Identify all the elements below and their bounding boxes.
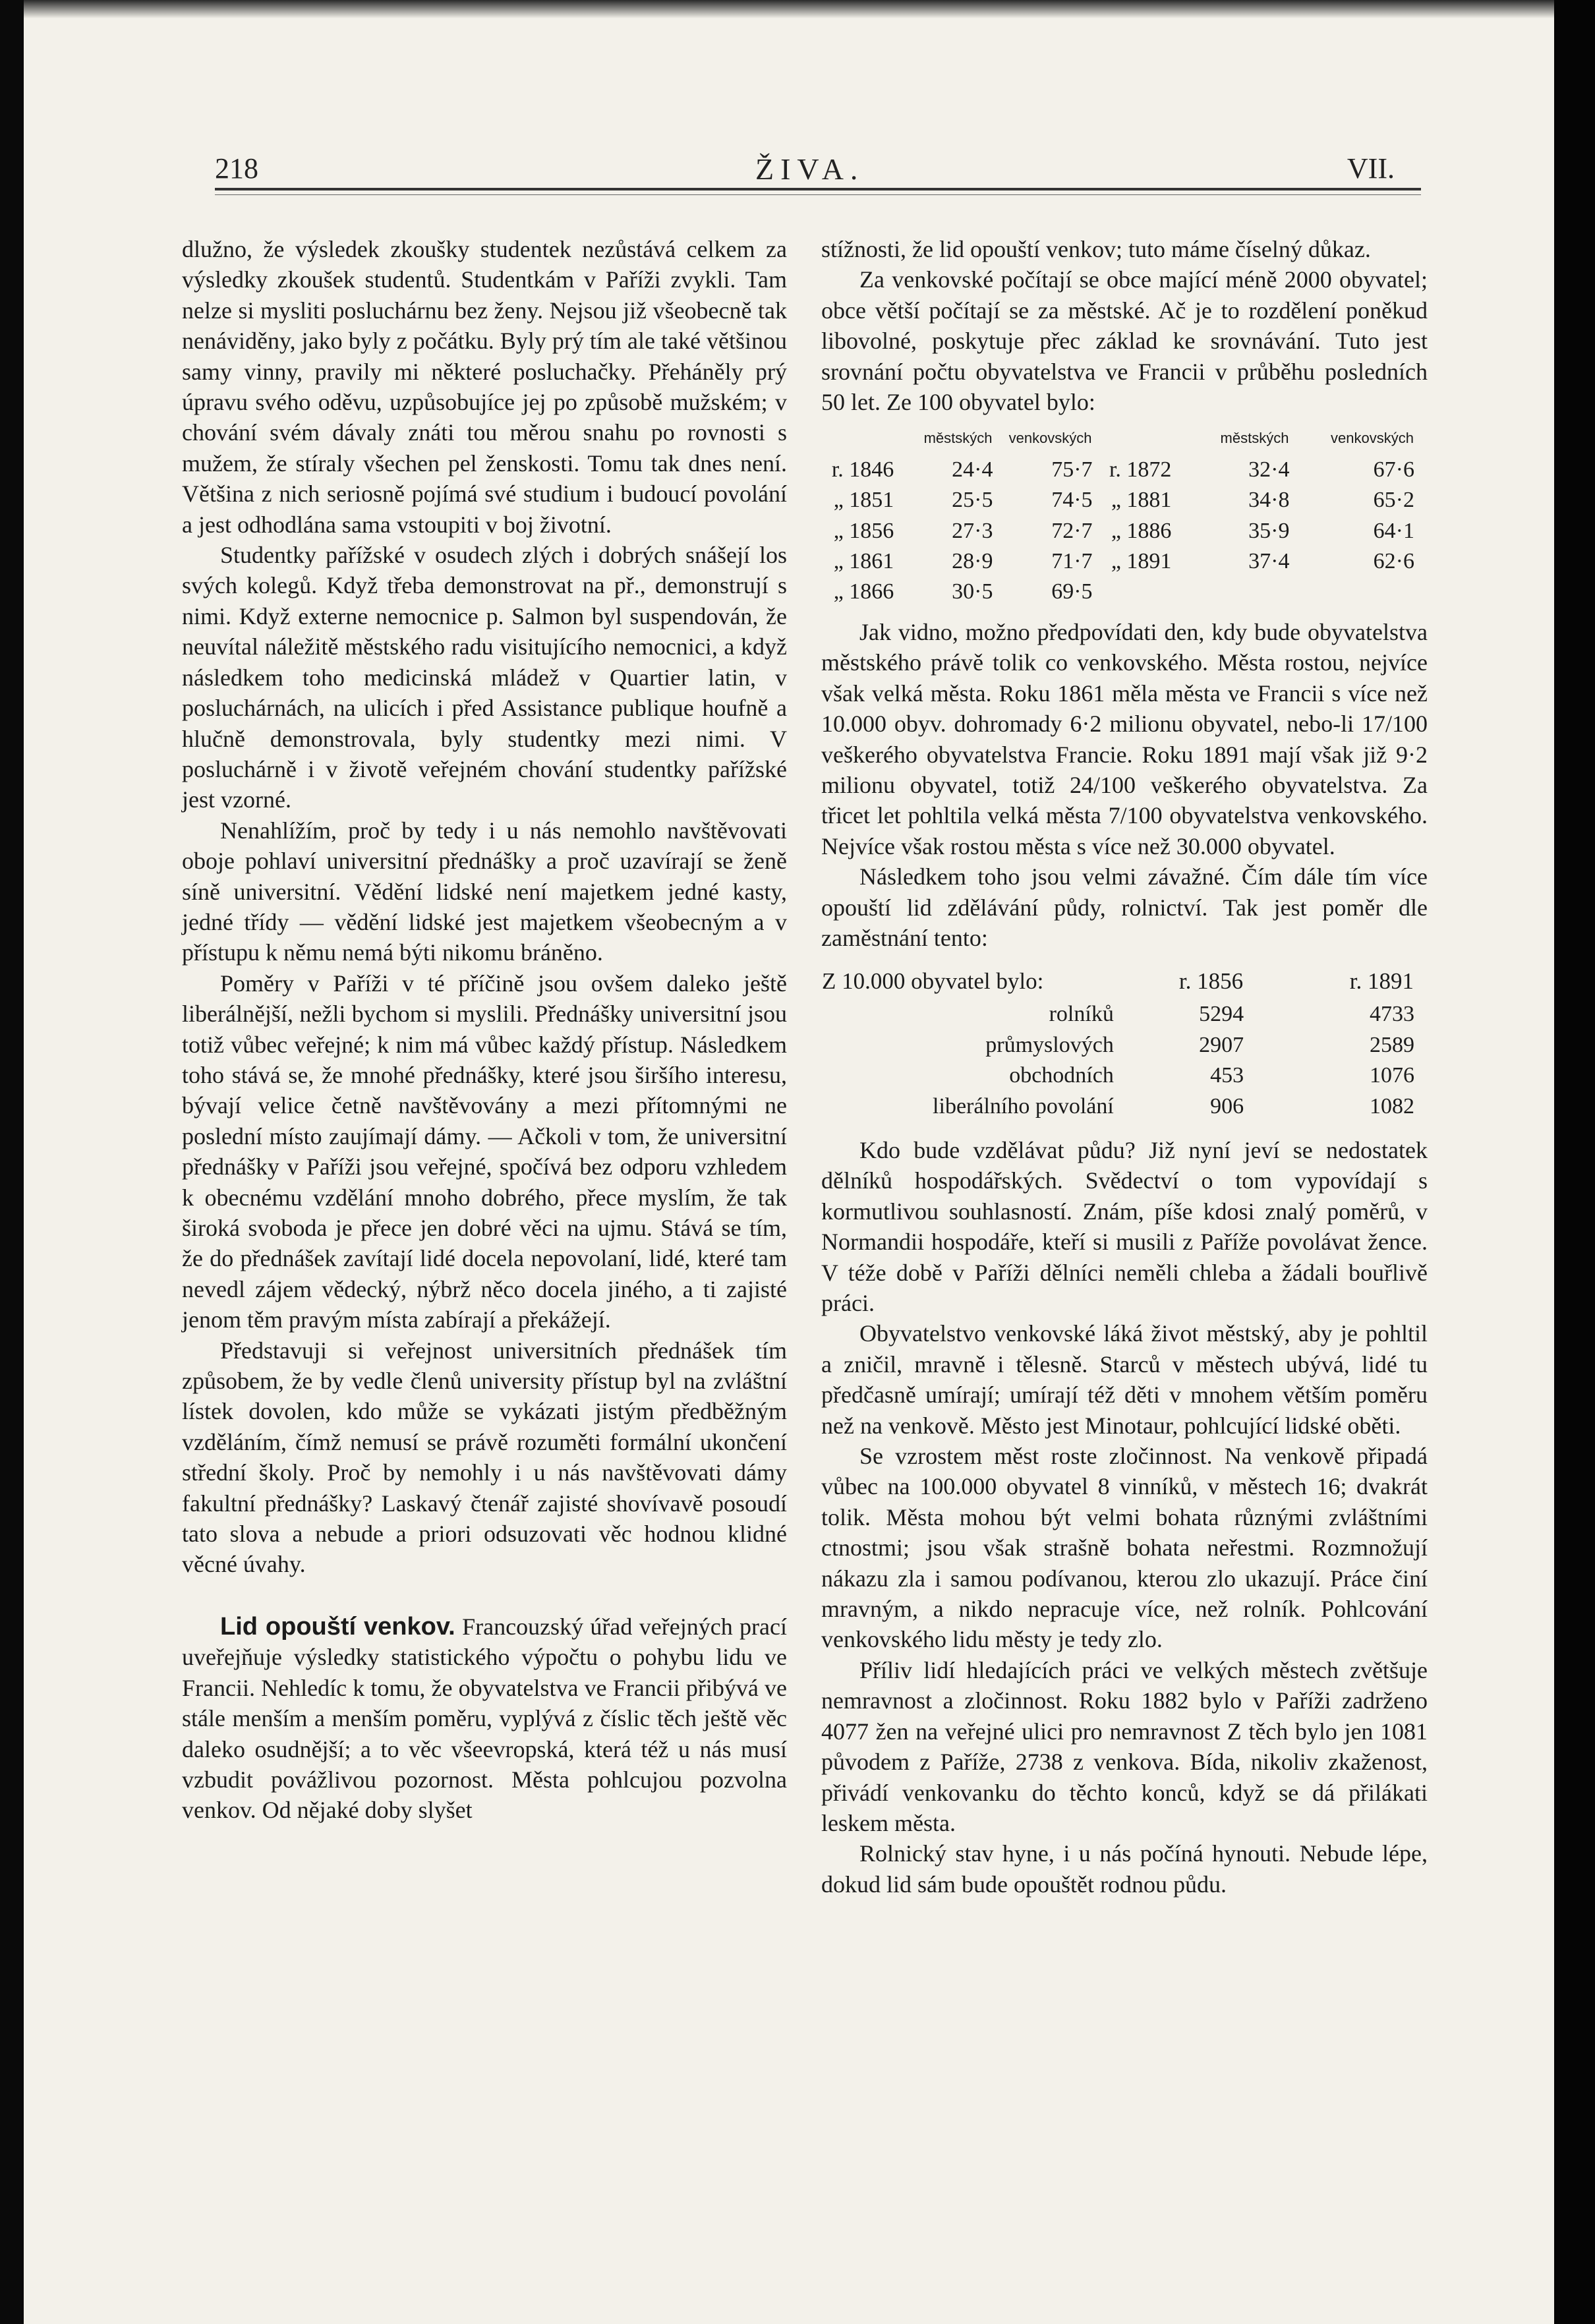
paragraph: Poměry v Paříži v té příčině jsou ovšem daleko ještě liberálnější, nežli bychom si myslili. Přednášky universitní jsou totiž vůbec veřejné; k nim má vůbec každý přístup. Následkem toho stává se, že mnohé přednášky, které jsou širšího interesu, bývají velice četně navštěvovány a mezi přítomnými ne poslední místo zaujímají dámy. — Ačkoli v tom, že universitní přednášky v Paříži jsou veřejné, spočívá bez odporu vzhledem k obecnému vzdělání mnoho dobrého, přece myslím, že tak široká svoboda je přece jen dobré věci na ujmu. Stává se tím, že do přednášek zavítají lidé docela nepovolaní, lidé, které tam nevedl zájem vědecký, nýbrž něco docela jiného, a ti zajisté jenom těm pravým místa zabírají a překážejí. bbox=[182, 970, 787, 1333]
paragraph: Jak vidno, možno předpovídati den, kdy bude obyvatelstva městského právě tolik co venkovského. Města rostou, nejvíce však velká města. Roku 1861 měla města ve Francii s více než 10.000 obyv. dohromady 6·2 milionu obyvatel, nebo-li 17/100 veškerého obyvatelstva Francie. Roku 1891 mají však již 9·2 milionu obyvatel, totiž 24/100 veškerého obyvatelstva. Za třicet let pohltila velká města 7/100 obyvatelstva venkovského. Nejvíce však rostou města s více než 30.000 obyvatel. bbox=[821, 618, 1428, 859]
table-row bbox=[821, 455, 1414, 485]
year-cell: „ 1851 bbox=[833, 488, 894, 513]
table-row bbox=[821, 485, 1414, 515]
year-header: r. 1856 bbox=[1178, 968, 1244, 995]
rural-cell: 65·2 bbox=[1373, 488, 1414, 513]
section-heading: Lid opouští venkov. bbox=[220, 1612, 455, 1641]
rural-cell: 75·7 bbox=[1051, 457, 1093, 482]
population-table bbox=[821, 422, 1414, 607]
occupation-table bbox=[821, 964, 1414, 1122]
year-cell: „ 1861 bbox=[833, 549, 894, 574]
urban-cell: 30·5 bbox=[952, 579, 993, 604]
paragraph: Se vzrostem měst roste zločinnost. Na venkově připadá vůbec na 100.000 obyvatel 8 vinníků, v městech 16; dvakrát tolik. Města mohou být velmi bohata různými zvláštními ctnostmi; jsou však strašně bohata neřestmi. Rozmnožují nákazu zla i samou podívanou, kterou zlo ukazují. Práce činí mravným, a nikdo nepracuje více, než rolník. Pohlcování venkovského lidu městy je tedy zlo. bbox=[821, 1443, 1428, 1653]
value-cell: 1076 bbox=[1370, 1063, 1414, 1088]
urban-cell: 24·4 bbox=[952, 457, 993, 482]
year-cell: „ 1886 bbox=[1111, 518, 1172, 543]
paragraph: dlužno, že výsledek zkoušky studentek nezůstává celkem za výsledky zkoušek studentů. Studentkám v Paříži zvykli. Tam nelze si mysliti posluchárnu bez ženy. Nejsou již všeobecně tak nenáviděny, jako byly z počátku. Byly prý tím ale také většinou samy vinny, pravily mi některé posluchačky. Přeháněly prý úpravu svého oděvu, uzpůsobujíce jej po způsobě mužském; v chování svém dávaly znáti tou měrou snahu po rovnosti s mužem, že stíraly všechen pel ženskosti. Tomu tak dnes není. Většina z nich seriosně pojímá své studium i budoucí povolání a jest odhodlána sama vstoupiti v boj životní. bbox=[182, 236, 787, 538]
year-cell: r. 1846 bbox=[831, 457, 894, 482]
table-row bbox=[821, 999, 1414, 1030]
paragraph: Obyvatelstvo venkovské láká život městský, aby je pohltil a zničil, mravně i tělesně. Starců v městech ubývá, lidé tu předčasně umírají; umírají též děti v mnohem větším poměru než na venkově. Město jest Minotaur, pohlcující lidské oběti. bbox=[821, 1320, 1428, 1439]
table-row bbox=[821, 1060, 1414, 1091]
row-label: průmyslových bbox=[985, 1032, 1114, 1057]
urban-cell: 34·8 bbox=[1248, 488, 1290, 513]
page-number: 218 bbox=[215, 152, 258, 185]
table-row bbox=[821, 546, 1414, 577]
value-cell: 5294 bbox=[1199, 1002, 1244, 1027]
paragraph: Příliv lidí hledajících práci ve velkých městech zvětšuje nemravnost a zločinnost. Roku 1882 bylo v Paříži zadrženo 4077 žen na veřejné ulici pro nemravnost Z těch bylo jen 1081 původem z Paříže, 2738 z venkova. Bída, nikoliv zkaženost, přivádí venkovanku do těchto konců, když se dá přilákati leskem města. bbox=[821, 1656, 1428, 1836]
urban-cell: 37·4 bbox=[1248, 549, 1290, 574]
section-paragraph bbox=[182, 1612, 787, 1826]
table-row bbox=[821, 577, 1414, 607]
year-header: r. 1891 bbox=[1349, 968, 1414, 995]
paragraph: Rolnický stav hyne, i u nás počíná hynouti. Nebude lépe, dokud lid sám bude opouštět rodnou půdu. bbox=[821, 1840, 1428, 1898]
column-header-urban: městských bbox=[1220, 430, 1289, 447]
value-cell: 4733 bbox=[1370, 1002, 1414, 1027]
year-cell: „ 1881 bbox=[1111, 488, 1172, 513]
column-header-rural: venkovských bbox=[1331, 430, 1414, 447]
section-text: Francouzský úřad veřejných prací uveřejňuje výsledky statistického výpočtu o pohybu lidu ve Francii. Nehledíc k tomu, že obyvatelstva ve Francii přibývá ve stále menším a menším poměru, vyplývá z číslic těch ještě věc daleko osudnější; a to věc všeevropská, která též u nás musí vzbudit povážlivou pozornost. Města pohlcujou pozvolna venkov. Od nějaké doby slyšet bbox=[182, 1613, 788, 1824]
header-rule bbox=[215, 188, 1421, 190]
volume-number: VII. bbox=[1347, 152, 1395, 185]
value-cell: 453 bbox=[1210, 1063, 1244, 1088]
year-cell: r. 1872 bbox=[1109, 457, 1172, 482]
urban-cell: 25·5 bbox=[952, 488, 993, 513]
paragraph: Nenahlížím, proč by tedy i u nás nemohlo navštěvovati oboje pohlaví universitní přednášky a proč uzavírají se ženě síně universitní. Vědění lidské není majetkem jedné kasty, jedné třídy — vědění lidské jest majetkem všeobecným a v přístupu k němu nemá býti nikomu bráněno. bbox=[182, 817, 787, 966]
year-cell: „ 1891 bbox=[1111, 549, 1172, 574]
row-label: liberálního povolání bbox=[933, 1093, 1114, 1118]
journal-title: ŽIVA. bbox=[755, 152, 865, 186]
scan-right-edge bbox=[1554, 0, 1595, 2324]
rural-cell: 71·7 bbox=[1051, 549, 1093, 574]
urban-cell: 28·9 bbox=[952, 549, 993, 574]
row-label: rolníků bbox=[1049, 1002, 1114, 1027]
paragraph: Následkem toho jsou velmi závažné. Čím dále tím více opouští lid zdělávání půdy, rolnictví. Tak jest poměr dle zaměstnání tento: bbox=[821, 863, 1428, 951]
paragraph: stížnosti, že lid opouští venkov; tuto máme číselný důkaz. bbox=[821, 236, 1371, 262]
urban-cell: 32·4 bbox=[1248, 457, 1290, 482]
rural-cell: 69·5 bbox=[1051, 579, 1093, 604]
right-column bbox=[821, 234, 1428, 1900]
table-header-label: Z 10.000 obyvatel bylo: bbox=[822, 968, 1044, 995]
row-label: obchodních bbox=[1009, 1063, 1114, 1088]
year-cell: „ 1856 bbox=[833, 518, 894, 543]
table-row bbox=[821, 1030, 1414, 1060]
urban-cell: 27·3 bbox=[952, 518, 993, 543]
value-cell: 906 bbox=[1210, 1093, 1244, 1118]
paragraph: Studentky pařížské v osudech zlých i dobrých snášejí los svých kolegů. Když třeba demonstrovat na př., demonstrují s nimi. Když externe nemocnice p. Salmon byl suspendován, že neuvítal náležitě městského radu visitujícího nemocnici, a když následkem toho medicinská mládež v Quartier latin, v posluchárnách, na ulicích i před Assistance publique houfně a hlučně demonstrovala, byly studentky mezi nimi. V posluchárně i v životě veřejném chování studentky pařížské jest vzorné. bbox=[182, 542, 787, 813]
value-cell: 2589 bbox=[1370, 1032, 1414, 1057]
table-row bbox=[821, 1091, 1414, 1122]
rural-cell: 74·5 bbox=[1051, 488, 1093, 513]
paragraph: Představuji si veřejnost universitních přednášek tím způsobem, že by vedle členů university přístup byl na zvláštní lístek dovolen, kdo může se vykázati jistým předběžným vzděláním, čímž nemusí se právě rozuměti formální ukončení střední školy. Proč by nemohly i u nás navštěvovati dámy fakultní přednášky? Laskavý čtenář zajisté shovívavě posoudí tato slova a nebude a priori odsuzovati věc hodnou klidné věcné úvahy. bbox=[182, 1337, 787, 1578]
paragraph: Za venkovské počítají se obce mající méně 2000 obyvatel; obce větší počítají se za městské. Ač je to rozdělení poněkud libovolné, poskytuje přec základ ke srovnávání. Tuto jest srovnání počtu obyvatelstva ve Francii v průběhu posledních 50 let. Ze 100 obyvatel bylo: bbox=[821, 266, 1428, 416]
table-row bbox=[821, 516, 1414, 546]
column-header-rural: venkovských bbox=[1008, 430, 1092, 447]
year-cell: „ 1866 bbox=[833, 579, 894, 604]
paragraph: Kdo bude vzdělávat půdu? Již nyní jeví se nedostatek dělníků hospodářských. Svědectví o tom vypovídají s kormutlivou souhlasností. Znám, píše kdosi znalý poměrů, v Normandii hospodáře, kteří si musili z Paříže povolávat žence. V téže době v Paříži dělníci neměli chleba a žádali bouřlivě práci. bbox=[821, 1136, 1428, 1316]
scan-top-edge bbox=[24, 0, 1554, 18]
rural-cell: 64·1 bbox=[1373, 518, 1414, 543]
rural-cell: 72·7 bbox=[1051, 518, 1093, 543]
urban-cell: 35·9 bbox=[1248, 518, 1290, 543]
header-rule-thin bbox=[215, 194, 1421, 195]
rural-cell: 67·6 bbox=[1373, 457, 1414, 482]
rural-cell: 62·6 bbox=[1373, 549, 1414, 574]
value-cell: 1082 bbox=[1370, 1093, 1414, 1118]
column-header-urban: městských bbox=[923, 430, 993, 447]
value-cell: 2907 bbox=[1199, 1032, 1244, 1057]
left-column bbox=[182, 234, 787, 1826]
